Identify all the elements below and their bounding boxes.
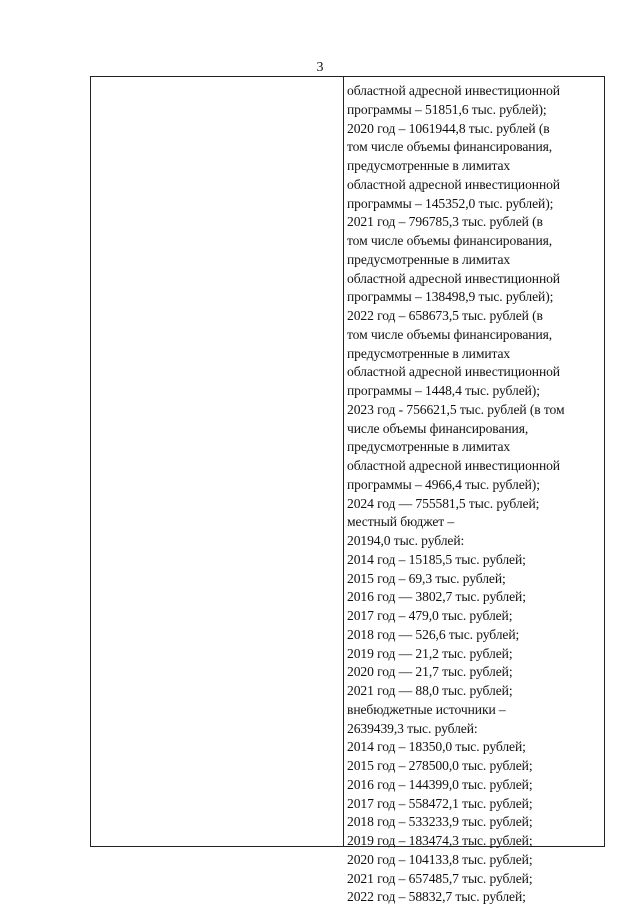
funding-line: областной адресной инвестиционной [347, 83, 560, 98]
funding-table [90, 76, 605, 905]
funding-line: 2023 год - 756621,5 тыс. рублей (в том [347, 401, 565, 417]
funding-line: 2024 год — 755581,5 тыс. рублей; [347, 495, 540, 511]
funding-line: 2021 год — 88,0 тыс. рублей; [347, 683, 513, 698]
right-cell [347, 82, 602, 907]
funding-line: областной адресной инвестиционной [347, 176, 560, 192]
funding-line: 2017 год – 558472,1 тыс. рублей; [347, 795, 533, 811]
funding-line: 2015 год – 278500,0 тыс. рублей; [347, 758, 533, 773]
funding-line: 2639439,3 тыс. рублей: [347, 720, 478, 736]
funding-line: программы – 51851,6 тыс. рублей); [347, 101, 547, 117]
funding-line: предусмотренные в лимитах [347, 439, 511, 455]
funding-line: 2021 год – 657485,7 тыс. рублей; [347, 870, 533, 886]
funding-line: 2020 год — 21,7 тыс. рублей; [347, 664, 513, 680]
funding-line: том числе объемы финансирования, [347, 233, 553, 248]
funding-line: областной адресной инвестиционной [347, 270, 560, 286]
funding-line: том числе объемы финансирования, [347, 326, 553, 342]
funding-line: том числе объемы финансирования, [347, 139, 553, 155]
funding-line: 2020 год – 104133,8 тыс. рублей; [347, 851, 533, 867]
funding-line: 2015 год – 69,3 тыс. рублей; [347, 570, 506, 586]
funding-line: программы – 4966,4 тыс. рублей); [347, 476, 540, 492]
funding-line: 2017 год – 479,0 тыс. рублей; [347, 608, 513, 623]
funding-line: 2020 год – 1061944,8 тыс. рублей (в [347, 120, 550, 136]
funding-line: областной адресной инвестиционной [347, 364, 560, 380]
funding-line: 2016 год – 144399,0 тыс. рублей; [347, 776, 533, 792]
funding-line: предусмотренные в лимитах [347, 345, 511, 361]
funding-line: 2014 год – 18350,0 тыс. рублей; [347, 739, 526, 755]
funding-line: 2018 год — 526,6 тыс. рублей; [347, 626, 520, 642]
funding-line: 2018 год – 533233,9 тыс. рублей; [347, 814, 533, 830]
funding-line: предусмотренные в лимитах [347, 251, 511, 267]
funding-line: внебюджетные источники – [347, 701, 506, 717]
funding-line: числе объемы финансирования, [347, 420, 529, 436]
funding-line: местный бюджет – [347, 514, 455, 530]
funding-line: областной адресной инвестиционной [347, 458, 560, 473]
column-divider [343, 77, 344, 846]
funding-line: 2019 год – 183474,3 тыс. рублей; [347, 833, 533, 848]
funding-line: предусмотренные в лимитах [347, 158, 511, 173]
funding-line: 2022 год – 658673,5 тыс. рублей (в [347, 308, 543, 323]
funding-line: 2022 год – 58832,7 тыс. рублей; [347, 889, 526, 905]
funding-line: программы – 138498,9 тыс. рублей); [347, 289, 554, 305]
funding-line: 2016 год — 3802,7 тыс. рублей; [347, 589, 526, 605]
page-number: 3 [316, 60, 324, 75]
funding-line: программы – 1448,4 тыс. рублей); [347, 383, 540, 398]
funding-line: программы – 145352,0 тыс. рублей); [347, 195, 554, 211]
funding-line: 2021 год – 796785,3 тыс. рублей (в [347, 214, 543, 230]
funding-line: 2019 год — 21,2 тыс. рублей; [347, 645, 513, 661]
funding-line: 20194,0 тыс. рублей: [347, 533, 465, 548]
funding-line: 2014 год – 15185,5 тыс. рублей; [347, 551, 526, 567]
